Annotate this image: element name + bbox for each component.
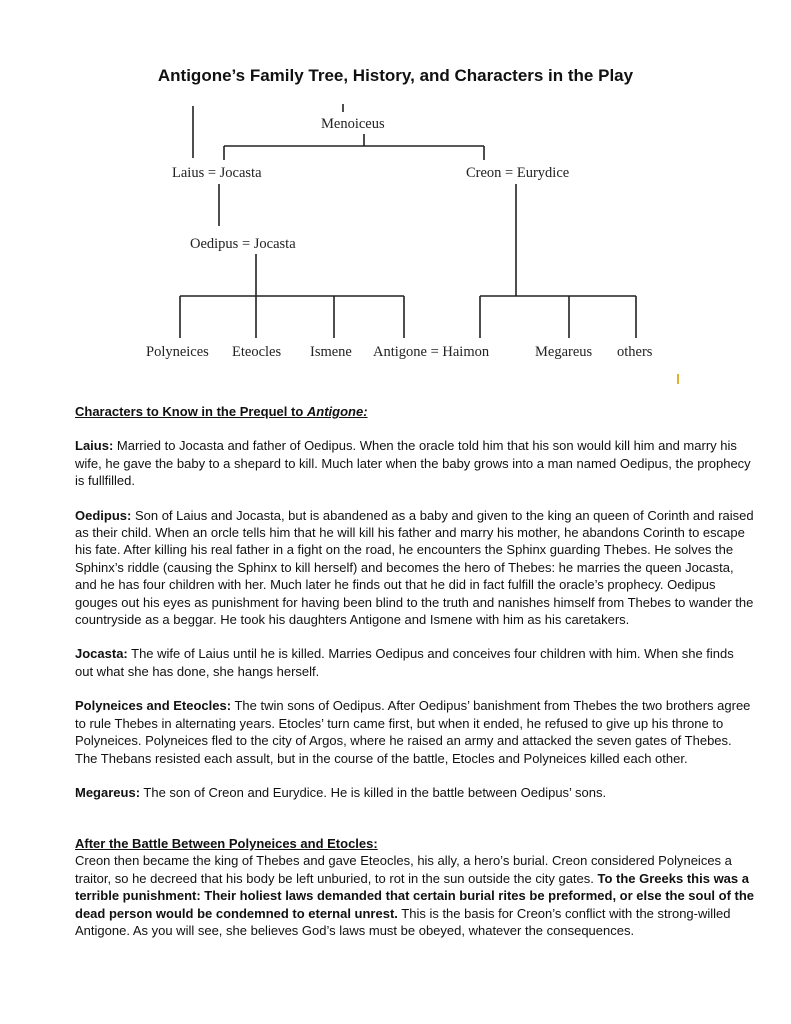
- polyneices-eteocles-text: The twin sons of Oedipus. After Oedipus’ banishment from Thebes the two brothers agree to rule Thebes in alternating years. Etocles’ turn came first, but when it ended, he refused to give up his throne to Polyneices. Polyneices fled to the city of Argos, where he raised an army and attacked the seven gates of Thebes. The Thebans resisted each assult, but in the course of the battle, Etocles and Polyneices killed each other.: [75, 698, 751, 766]
- laius-text: Married to Jocasta and father of Oedipus. When the oracle told him that his son would kill him and marry his wife, he gave the baby to a shepard to kill. Much later when the baby grows into a man named Oedipus, the prophecy is fullfilled.: [75, 438, 751, 489]
- jocasta-text: The wife of Laius until he is killed. Marries Oedipus and conceives four children with him. When she finds out what she has done, she hangs herself.: [75, 646, 734, 679]
- polyneices-eteocles-name: Polyneices and Eteocles:: [75, 698, 232, 714]
- megareus-paragraph: [75, 784, 755, 801]
- decorative-mark: [677, 374, 679, 384]
- family-tree-diagram: [0, 100, 791, 370]
- page-title: Antigone’s Family Tree, History, and Characters in the Play: [157, 66, 634, 85]
- after-battle-text-2: This is the basis for Creon’s conflict with the strong-willed Antigone. As you will see, she believes God’s laws must be obeyed, whatever the consequences.: [75, 905, 731, 939]
- after-battle-paragraph: [75, 852, 755, 939]
- oedipus-name: Oedipus:: [75, 507, 132, 523]
- tree-node-eteocles: Eteocles: [232, 344, 282, 360]
- tree-node-menoiceus: Menoiceus: [321, 116, 385, 132]
- megareus-name: Megareus:: [75, 784, 141, 800]
- tree-node-ismene: Ismene: [310, 344, 352, 360]
- tree-node-megareus: Megareus: [535, 344, 593, 360]
- oedipus-paragraph: [75, 507, 755, 629]
- after-battle-heading: After the Battle Between Polyneices and Etocles:: [75, 836, 378, 851]
- after-battle-text-1: Creon then became the king of Thebes and gave Eteocles, his ally, a hero’s burial. Creon considered Polyneices a traitor, so he decreed that his body be left unburied, to rot in the sun outside the city gates.: [75, 853, 732, 886]
- polyneices-eteocles-paragraph: [75, 697, 755, 767]
- tree-node-laius-jocasta: Laius = Jocasta: [172, 165, 262, 181]
- prequel-section: [75, 403, 755, 818]
- laius-name: Laius:: [75, 438, 114, 454]
- jocasta-name: Jocasta:: [75, 646, 128, 662]
- after-battle-section: [75, 835, 755, 939]
- tree-node-antigone-haimon: Antigone = Haimon: [373, 344, 490, 360]
- megareus-text: The son of Creon and Eurydice. He is killed in the battle between Oedipus’ sons.: [140, 784, 607, 800]
- tree-node-oedipus-jocasta: Oedipus = Jocasta: [190, 236, 296, 252]
- tree-node-others: others: [617, 344, 653, 360]
- after-battle-bold-text: To the Greeks this was a terrible punishment: Their holiest laws demanded that certain burial rites be preformed, or else the soul of the dead person would be condemned to eternal unrest.: [75, 870, 755, 921]
- heading-prefix: Characters to Know in the Prequel to: [75, 404, 307, 419]
- laius-paragraph: [75, 437, 755, 489]
- heading-title: Antigone:: [306, 404, 368, 419]
- tree-node-creon-eurydice: Creon = Eurydice: [466, 165, 570, 181]
- oedipus-text: Son of Laius and Jocasta, but is abandened as a baby and given to the king an queen of Corinth and raised as their child. When an orcle tells him that he will kill his father and marry his mother, he abandons Corinth to escape his fate. After killing his real father in a fight on the road, he encounters the Sphinx guarding Thebes. He solves the Sphinx’s riddle (causing the Sphinx to kill herself) and becomes the hero of Thebes: he marries the queen Jocasta, and he has four children with her. Much later he finds out that he did in fact fulfill the oracle’s prophecy. Oedipus gouges out his eyes as punishment for having been blind to the truth and nanishes himself from Thebes to wander the countryside as a beggar. He took his daughters Antigone and Ismene with him as his caretakers.: [75, 507, 754, 628]
- prequel-heading: [75, 403, 755, 420]
- jocasta-paragraph: [75, 645, 755, 680]
- tree-node-polyneices: Polyneices: [146, 344, 209, 360]
